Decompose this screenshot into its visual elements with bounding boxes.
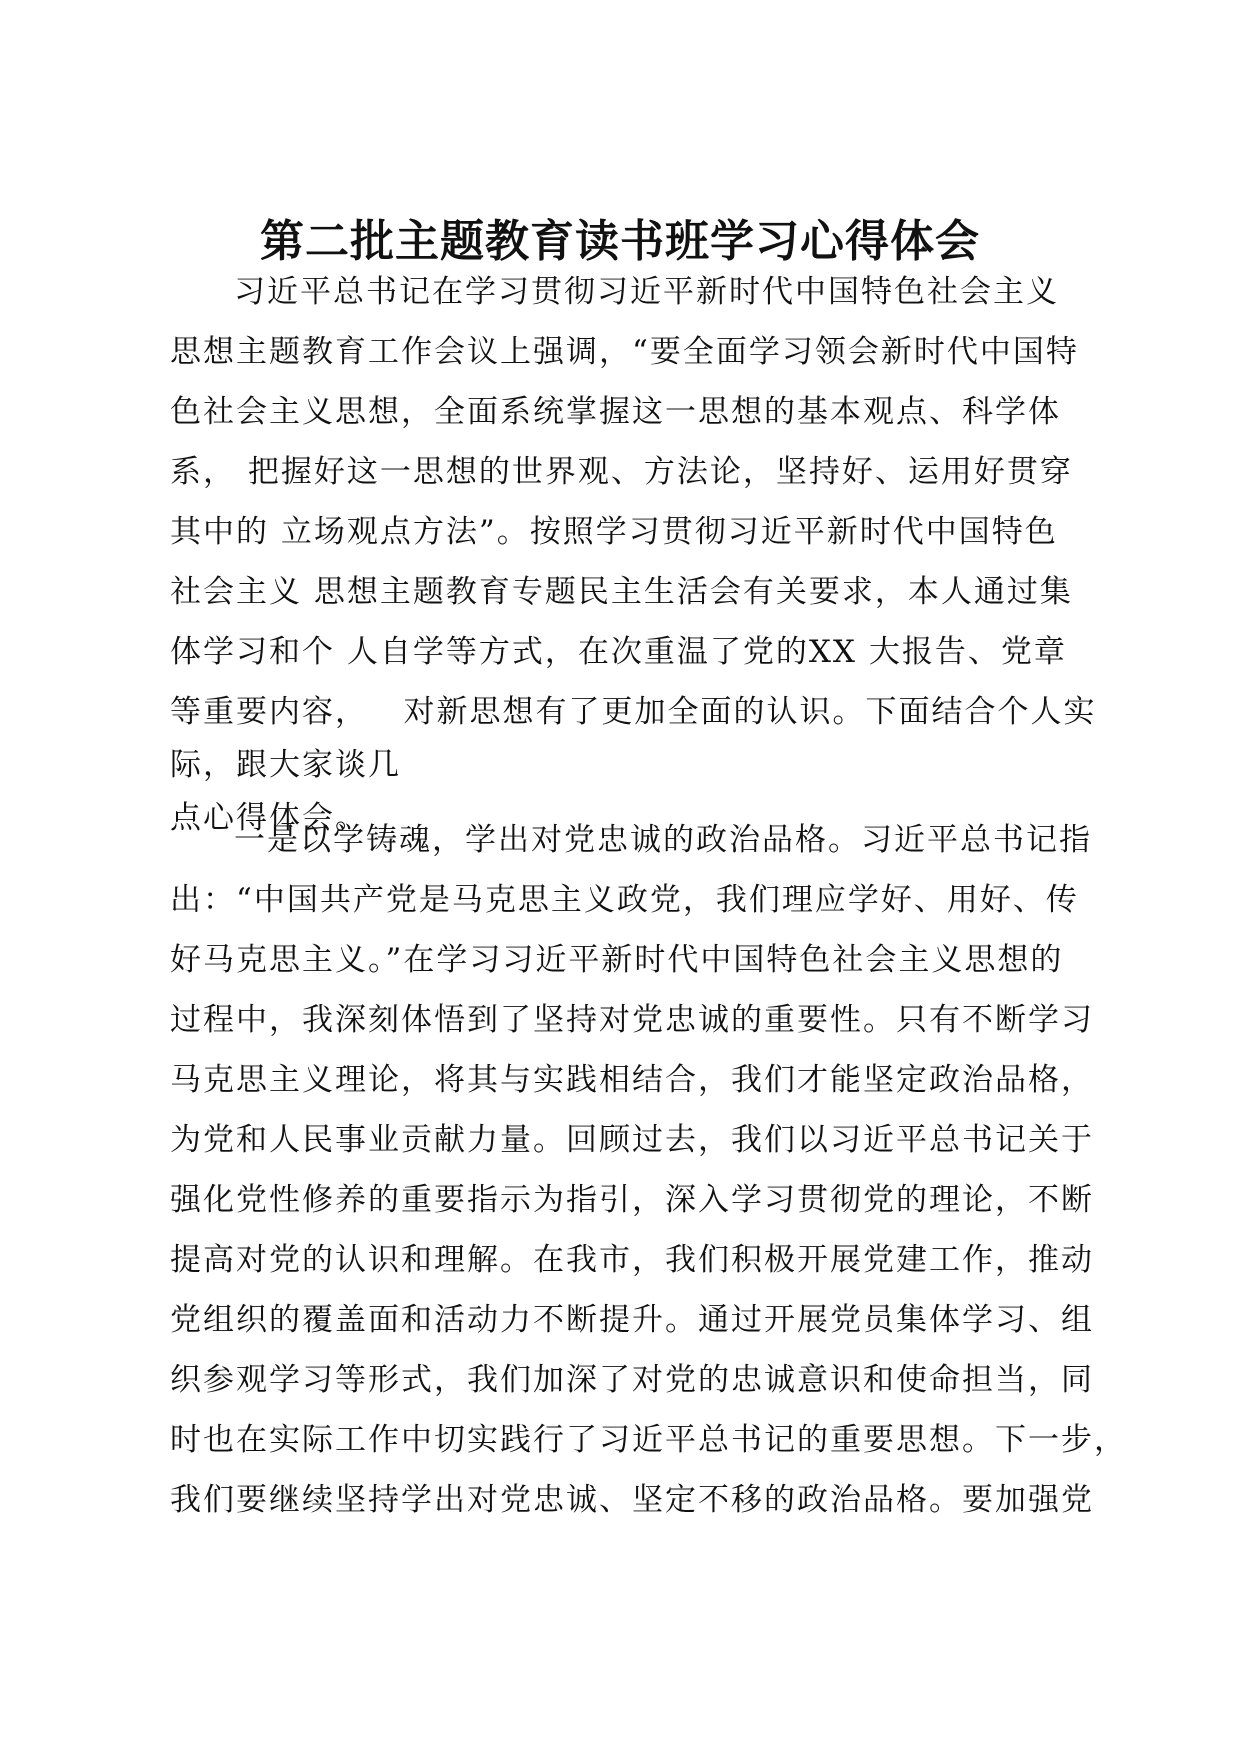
paragraph-line: 际，跟大家谈几: [170, 747, 401, 783]
paragraph-line: 点心得体会。: [170, 800, 368, 836]
paragraph-line: 过程中，我深刻体悟到了坚持对党忠诚的重要性。只有不断学习: [170, 1002, 1094, 1038]
paragraph-line: 强化党性修养的重要指示为指引，深入学习贯彻党的理论，不断: [170, 1182, 1094, 1218]
paragraph-line: 好马克思主义。”在学习习近平新时代中国特色社会主义思想的: [170, 942, 1064, 978]
paragraph-line: 我们要继续坚持学出对党忠诚、坚定不移的政治品格。要加强党: [170, 1482, 1094, 1518]
document-title: 第二批主题教育读书班学习心得体会: [260, 216, 980, 267]
paragraph-line: 时也在实际工作中切实践行了习近平总书记的重要思想。下一步，: [170, 1422, 1127, 1458]
paragraph-line: 提高对党的认识和理解。在我市，我们积极开展党建工作，推动: [170, 1242, 1094, 1278]
paragraph-line: 其中的 立场观点方法”。按照学习贯彻习近平新时代中国特色: [170, 514, 1058, 550]
paragraph-intro: [170, 262, 1100, 848]
paragraph-line: 出：“中国共产党是马克思主义政党，我们理应学好、用好、传: [170, 882, 1079, 918]
paragraph-point-one: [170, 810, 1127, 1530]
paragraph-line: 一是以学铸魂，学出对党忠诚的政治品格。习近平总书记指: [234, 822, 1092, 858]
paragraph-line: 为党和人民事业贡献力量。回顾过去，我们以习近平总书记关于: [170, 1122, 1094, 1158]
paragraph-line: 等重要内容， 对新思想有了更加全面的认识。下面结合个人实: [170, 694, 1097, 730]
paragraph-line: 织参观学习等形式，我们加深了对党的忠诚意识和使命担当，同: [170, 1362, 1094, 1398]
paragraph-line: 党组织的覆盖面和活动力不断提升。通过开展党员集体学习、组: [170, 1302, 1094, 1338]
paragraph-line: 思想主题教育工作会议上强调，“要全面学习领会新时代中国特: [170, 334, 1079, 370]
paragraph-line: 体学习和个 人自学等方式，在次重温了党的XX 大报告、党章: [170, 634, 1067, 670]
paragraph-line: 系， 把握好这一思想的世界观、方法论，坚持好、运用好贯穿: [170, 454, 1073, 490]
paragraph-line: 习近平总书记在学习贯彻习近平新时代中国特色社会主义: [234, 274, 1059, 310]
paragraph-line: 社会主义 思想主题教育专题民主生活会有关要求，本人通过集: [170, 574, 1073, 610]
paragraph-line: 马克思主义理论，将其与实践相结合，我们才能坚定政治品格，: [170, 1062, 1094, 1098]
paragraph-line: 色社会主义思想，全面系统掌握这一思想的基本观点、科学体: [170, 394, 1061, 430]
